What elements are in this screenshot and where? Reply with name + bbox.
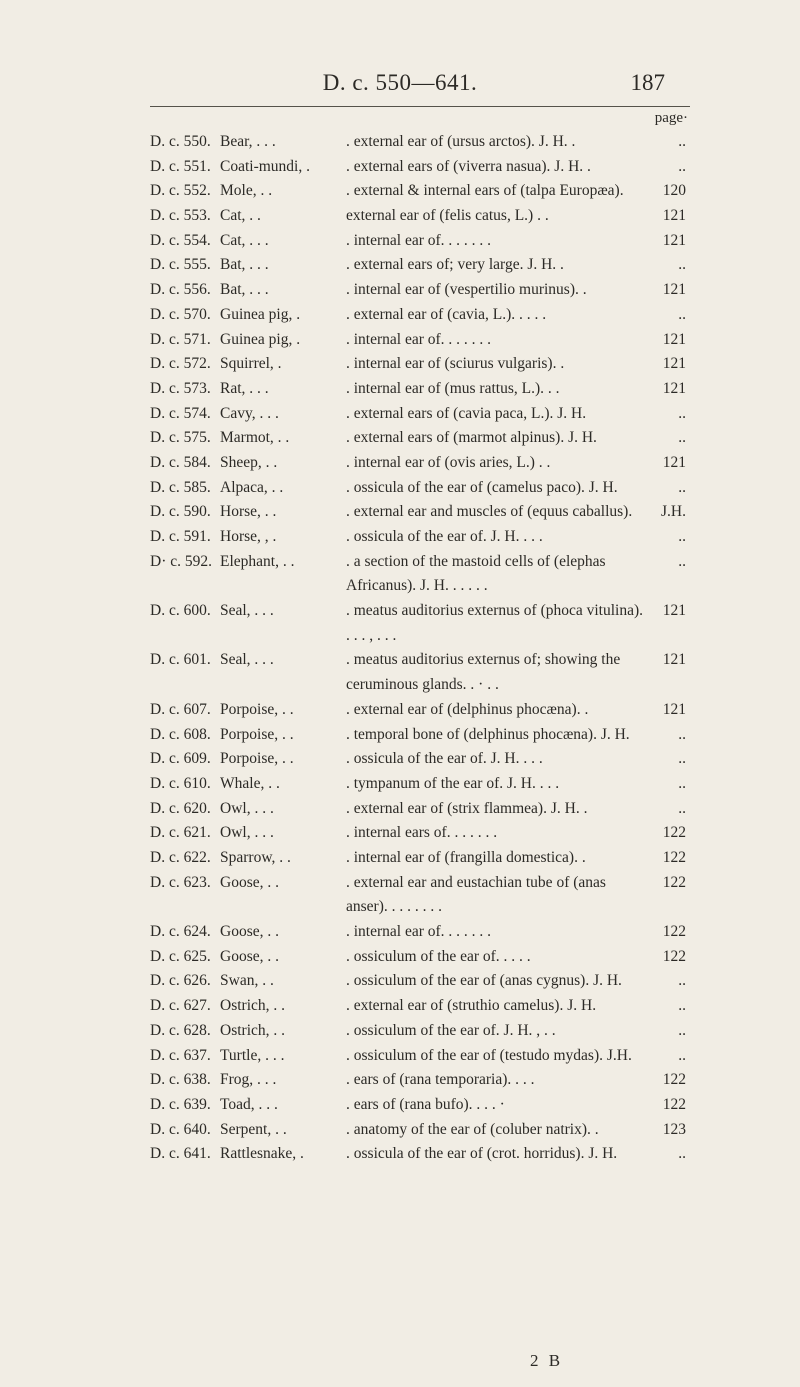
entry-catalogue-number: D. c. 553. (150, 207, 211, 225)
entry-catalogue-number: D. c. 628. (150, 1021, 211, 1039)
entry-catalogue-number: D. c. 627. (150, 997, 211, 1015)
catalogue-entry (150, 377, 686, 402)
entry-catalogue-number: D. c. 572. (150, 355, 211, 373)
catalogue-entry (150, 994, 686, 1019)
entry-page-ref: .. (678, 429, 686, 447)
entry-description: . external ear of (delphinus phocæna). . (346, 700, 589, 718)
entry-description: . external ears of; very large. J. H. . (346, 256, 564, 274)
entry-description: . internal ear of (sciurus vulgaris). . (346, 355, 565, 373)
entry-catalogue-number: D. c. 626. (150, 972, 211, 990)
entry-page-ref: .. (678, 1046, 686, 1064)
entry-description: . external ears of (viverra nasua). J. H. . (346, 157, 591, 175)
entry-page-ref: .. (678, 997, 686, 1015)
catalogue-entry (150, 402, 686, 427)
entry-catalogue-number: D. c. 570. (150, 305, 211, 323)
entry-catalogue-number: D. c. 607. (150, 700, 211, 718)
entry-description: . ossiculum of the ear of (anas cygnus). J. H. (346, 972, 622, 990)
catalogue-entry (150, 1118, 686, 1143)
entry-page-ref: 121 (662, 453, 686, 471)
entry-page-ref: 121 (662, 651, 686, 669)
entry-page-ref: 121 (662, 330, 686, 348)
entry-catalogue-number: D. c. 585. (150, 478, 211, 496)
entry-catalogue-number: D. c. 571. (150, 330, 211, 348)
catalogue-entry (150, 303, 686, 328)
catalogue-entry (150, 1019, 686, 1044)
catalogue-entry (150, 723, 686, 748)
entry-description: . ears of (rana temporaria). . . . (346, 1071, 535, 1089)
entry-catalogue-number: D. c. 555. (150, 256, 211, 274)
entry-catalogue-number: D. c. 591. (150, 528, 211, 545)
entry-catalogue-number: D. c. 641. (150, 1145, 211, 1163)
catalogue-entry (150, 476, 686, 501)
entry-species: Turtle, . . . (220, 1046, 285, 1064)
entry-catalogue-number: D. c. 625. (150, 947, 211, 965)
catalogue-entry (150, 179, 686, 204)
entry-catalogue-number: D. c. 637. (150, 1046, 211, 1064)
catalogue-entry (150, 846, 686, 871)
entry-species: Guinea pig, . (220, 305, 301, 323)
entry-page-ref: 122 (662, 923, 686, 941)
entry-description: . ossiculum of the ear of (testudo mydas). J.H. (346, 1046, 632, 1064)
entry-page-ref: .. (678, 972, 686, 990)
entry-species: Squirrel, . (220, 355, 282, 373)
entry-species: Guinea pig, . (220, 330, 301, 348)
entry-page-ref: .. (678, 750, 686, 768)
catalogue-entry (150, 599, 686, 648)
entry-catalogue-number: D. c. 601. (150, 651, 211, 669)
catalogue-entry (150, 969, 686, 994)
entry-catalogue-number: D· c. 592. (150, 552, 212, 570)
entry-species: Bear, . . . (220, 133, 276, 150)
entry-species: Elephant, . . (220, 552, 295, 570)
entry-species: Seal, . . . (220, 602, 274, 620)
entry-description: . internal ear of (mus rattus, L.). . . (346, 379, 560, 397)
catalogue-entry (150, 426, 686, 451)
catalogue-entry (150, 1068, 686, 1093)
entry-page-ref: .. (678, 157, 686, 175)
entry-catalogue-number: D. c. 551. (150, 157, 211, 175)
entry-catalogue-number: D. c. 640. (150, 1120, 211, 1138)
entry-species: Bat, . . . (220, 256, 269, 274)
entry-catalogue-number: D. c. 609. (150, 750, 211, 768)
entry-species: Swan, . . (220, 972, 274, 990)
entry-species: Seal, . . . (220, 651, 274, 669)
catalogue-entry (150, 229, 686, 254)
entry-description: . external ear and muscles of (equus caballus). (346, 503, 633, 521)
entry-description: . external ears of (marmot alpinus). J. H. (346, 429, 597, 447)
entry-description: . external ear of (cavia, L.). . . . . (346, 305, 547, 323)
entry-description: . external ear and eustachian tube of (anas anser). . . . . . . . (346, 873, 606, 916)
entry-description: . external ears of (cavia paca, L.). J. H. (346, 404, 587, 422)
entry-page-ref: .. (678, 774, 686, 792)
entry-species: Porpoise, . . (220, 700, 294, 718)
entry-description: . ears of (rana bufo). . . . · (346, 1095, 505, 1113)
entry-species: Alpaca, . . (220, 478, 284, 496)
entry-description: . a section of the mastoid cells of (elephas Africanus). J. H. . . . . . (346, 552, 606, 595)
entry-species: Owl, . . . (220, 799, 274, 817)
catalogue-entry (150, 945, 686, 970)
entry-page-ref: 121 (662, 355, 686, 373)
entry-page-ref: .. (678, 799, 686, 817)
catalogue-entry (150, 550, 686, 599)
catalogue-entry (150, 797, 686, 822)
catalogue-entry (150, 451, 686, 476)
entry-species: Whale, . . (220, 774, 280, 792)
entry-species: Horse, . . (220, 503, 277, 521)
catalogue-entry (150, 130, 686, 155)
entry-species: Bat, . . . (220, 281, 269, 299)
entry-description: external ear of (felis catus, L.) . . (346, 207, 549, 225)
entry-page-ref: 121 (662, 281, 686, 299)
catalogue-entry (150, 525, 686, 550)
entry-page-ref: 120 (662, 182, 686, 200)
entry-description: . ossiculum of the ear of. J. H. , . . (346, 1021, 556, 1039)
entry-species: Porpoise, . . (220, 725, 294, 743)
signature-mark: 2 B (530, 1351, 564, 1370)
entry-page-ref: J.H. (661, 503, 686, 521)
entry-description: . external ear of (strix flammea). J. H. . (346, 799, 588, 817)
entry-description: . tympanum of the ear of. J. H. . . . (346, 774, 560, 792)
entry-catalogue-number: D. c. 554. (150, 231, 211, 249)
entry-catalogue-number: D. c. 556. (150, 281, 211, 299)
entry-page-ref: 123 (662, 1120, 686, 1138)
entry-species: Goose, . . (220, 923, 279, 941)
catalogue-entry (150, 352, 686, 377)
entry-description: . meatus auditorius externus of (phoca vitulina). . . . , . . . (346, 602, 644, 644)
entry-description: . temporal bone of (delphinus phocæna). J. H. (346, 725, 630, 743)
entry-description: . ossicula of the ear of (crot. horridus). J. H. (346, 1145, 618, 1163)
entry-page-ref: 122 (662, 1095, 686, 1113)
catalogue-entry (150, 772, 686, 797)
entry-catalogue-number: D. c. 639. (150, 1095, 211, 1113)
entry-page-ref: 121 (662, 231, 686, 249)
entry-description: . internal ear of (vespertilio murinus). . (346, 281, 587, 299)
entry-description: . ossicula of the ear of. J. H. . . . (346, 750, 543, 768)
entry-catalogue-number: D. c. 622. (150, 848, 211, 866)
entry-catalogue-number: D. c. 573. (150, 379, 211, 397)
catalogue-entry (150, 698, 686, 723)
entry-page-ref: .. (678, 478, 686, 496)
entry-description: . ossiculum of the ear of. . . . . (346, 947, 531, 965)
entry-species: Mole, . . (220, 182, 273, 200)
entry-species: Cat, . . . (220, 231, 269, 249)
entry-catalogue-number: D. c. 608. (150, 725, 211, 743)
catalogue-entry (150, 253, 686, 278)
entry-catalogue-number: D. c. 552. (150, 182, 211, 200)
entry-catalogue-number: D. c. 610. (150, 774, 211, 792)
entry-page-ref: .. (678, 528, 686, 545)
entry-species: Rattlesnake, . (220, 1145, 304, 1163)
entry-page-ref: .. (678, 552, 686, 570)
entry-page-ref: 121 (662, 379, 686, 397)
entry-page-ref: 121 (662, 700, 686, 718)
entry-catalogue-number: D. c. 590. (150, 503, 211, 521)
entry-page-ref: .. (678, 404, 686, 422)
catalogue-entry (150, 747, 686, 772)
catalogue-entry (150, 155, 686, 180)
entry-species: Rat, . . . (220, 379, 269, 397)
entry-page-ref: 121 (662, 602, 686, 620)
entry-species: Toad, . . . (220, 1095, 278, 1113)
entry-species: Sparrow, . . (220, 848, 291, 866)
entry-catalogue-number: D. c. 584. (150, 453, 211, 471)
entry-catalogue-number: D. c. 621. (150, 824, 211, 842)
entry-species: Cavy, . . . (220, 404, 279, 422)
entry-page-ref: .. (678, 305, 686, 323)
catalogue-entry (150, 648, 686, 697)
entry-catalogue-number: D. c. 600. (150, 602, 211, 620)
catalogue-entry (150, 204, 686, 229)
entry-description: . external ear of (struthio camelus). J. H. (346, 997, 597, 1015)
catalogue-entry (150, 871, 686, 920)
running-title: D. c. 550—641. (322, 70, 478, 95)
entry-page-ref: 122 (662, 1071, 686, 1089)
entry-species: Ostrich, . . (220, 1021, 286, 1039)
entry-description: . internal ear of (ovis aries, L.) . . (346, 453, 551, 471)
entry-catalogue-number: D. c. 550. (150, 133, 211, 150)
catalogue-entry (150, 328, 686, 353)
entry-list (150, 130, 686, 1167)
entry-description: . internal ears of. . . . . . . (346, 824, 498, 842)
entry-species: Goose, . . (220, 947, 279, 965)
entry-catalogue-number: D. c. 575. (150, 429, 211, 447)
entry-page-ref: 122 (662, 873, 686, 891)
entry-catalogue-number: D. c. 638. (150, 1071, 211, 1089)
entry-catalogue-number: D. c. 620. (150, 799, 211, 817)
running-head (0, 70, 800, 100)
entry-species: Ostrich, . . (220, 997, 286, 1015)
catalogue-entry (150, 1142, 686, 1167)
entry-page-ref: .. (678, 133, 686, 150)
entry-page-ref: 122 (662, 824, 686, 842)
page-column-heading: page· (654, 110, 688, 126)
entry-description: . ossicula of the ear of (camelus paco). J. H. (346, 478, 618, 496)
entry-species: Frog, . . . (220, 1071, 277, 1089)
page-number: 187 (630, 70, 665, 95)
entry-catalogue-number: D. c. 623. (150, 873, 211, 891)
entry-description: . internal ear of. . . . . . . (346, 231, 492, 249)
entry-catalogue-number: D. c. 624. (150, 923, 211, 941)
entry-page-ref: 122 (662, 848, 686, 866)
entry-description: . internal ear of. . . . . . . (346, 923, 492, 941)
entry-description: . internal ear of (frangilla domestica). . (346, 848, 586, 866)
entry-page-ref: 122 (662, 947, 686, 965)
entry-description: . anatomy of the ear of (coluber natrix). . (346, 1120, 599, 1138)
catalogue-entry (150, 1093, 686, 1118)
catalogue-entry (150, 500, 686, 525)
entry-description: . meatus auditorius externus of; showing the ceruminous glands. . · . . (346, 651, 621, 694)
entry-page-ref: .. (678, 256, 686, 274)
catalogue-entry (150, 1044, 686, 1069)
entry-description: . external ear of (ursus arctos). J. H. . (346, 133, 576, 150)
catalogue-entry (150, 821, 686, 846)
entry-species: Porpoise, . . (220, 750, 294, 768)
entry-page-ref: .. (678, 725, 686, 743)
entry-species: Sheep, . . (220, 453, 278, 471)
entry-catalogue-number: D. c. 574. (150, 404, 211, 422)
entry-species: Coati-mundi, . (220, 157, 310, 175)
entry-description: . external & internal ears of (talpa Europæa). (346, 182, 624, 200)
entry-page-ref: .. (678, 1021, 686, 1039)
header-rule (150, 106, 690, 107)
entry-species: Serpent, . . (220, 1120, 287, 1138)
entry-page-ref: 121 (662, 207, 686, 225)
entry-species: Marmot, . . (220, 429, 290, 447)
entry-description: . ossicula of the ear of. J. H. . . . (346, 528, 543, 545)
catalogue-entry (150, 920, 686, 945)
entry-species: Cat, . . (220, 207, 261, 225)
entry-description: . internal ear of. . . . . . . (346, 330, 492, 348)
entry-species: Horse, , . (220, 528, 277, 545)
entry-page-ref: .. (678, 1145, 686, 1163)
entry-species: Owl, . . . (220, 824, 274, 842)
entry-species: Goose, . . (220, 873, 279, 891)
catalogue-entry (150, 278, 686, 303)
